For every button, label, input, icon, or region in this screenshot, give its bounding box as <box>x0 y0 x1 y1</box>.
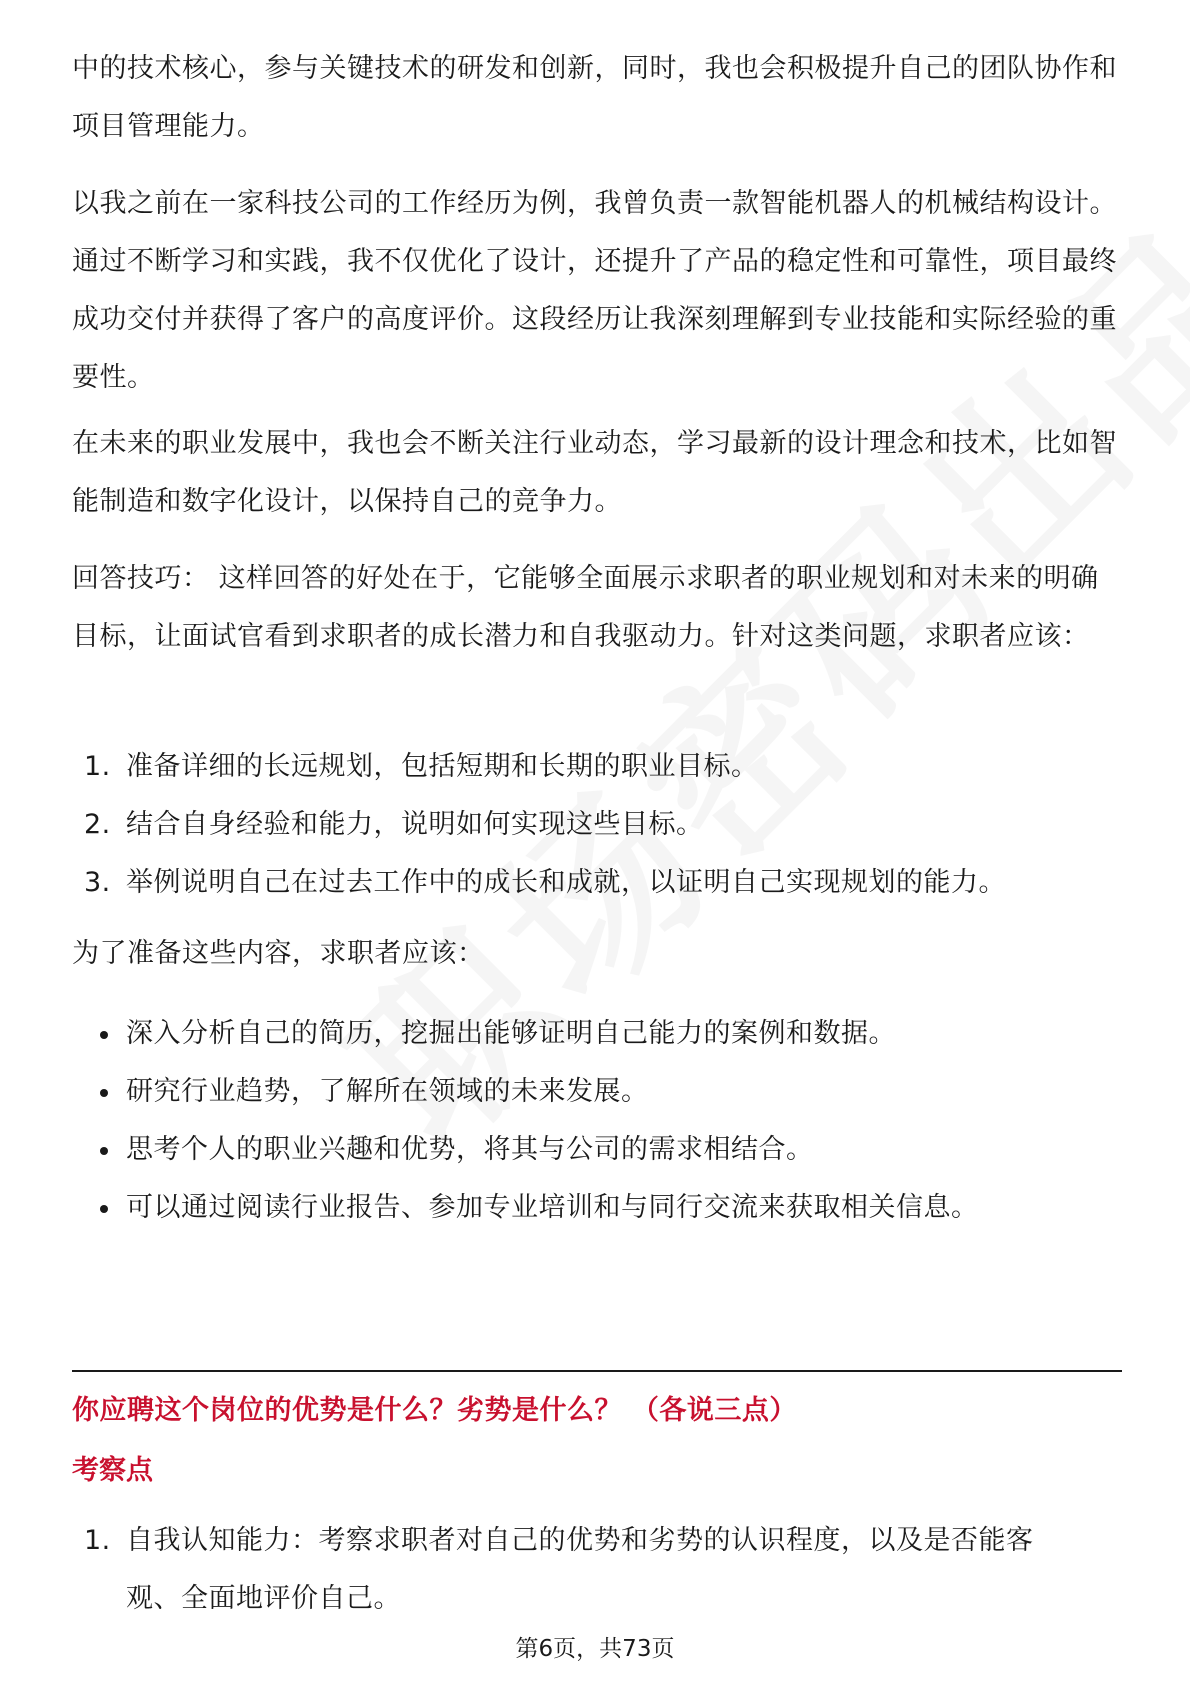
list-marker: 2. <box>84 809 111 840</box>
paragraph-3: 在未来的职业发展中，我也会不断关注行业动态，学习最新的设计理念和技术，比如智能制造和数字化设计，以保持自己的竞争力。 <box>72 428 1117 517</box>
list-marker: 3. <box>84 867 111 898</box>
list-item <box>72 1005 1122 1063</box>
list-marker: 1. <box>84 751 111 782</box>
paragraph-2: 以我之前在一家科技公司的工作经历为例，我曾负责一款智能机器人的机械结构设计。通过不断学习和实践，我不仅优化了设计，还提升了产品的稳定性和可靠性，项目最终成功交付并获得了客户的高度评价。这段经历让我深刻理解到专业技能和实际经验的重要性。 <box>72 188 1117 393</box>
list-item-text: 研究行业趋势，了解所在领域的未来发展。 <box>126 1076 649 1107</box>
list-item-text: 准备详细的长远规划，包括短期和长期的职业目标。 <box>126 751 759 782</box>
list-item <box>72 738 1122 796</box>
list-item-text: 思考个人的职业兴趣和优势，将其与公司的需求相结合。 <box>126 1134 814 1165</box>
bullet-dot <box>100 1205 108 1213</box>
assessment-points-list <box>72 1512 1072 1628</box>
bullet-list <box>72 1005 1122 1237</box>
question-heading: 你应聘这个岗位的优势是什么？劣势是什么？ （各说三点） <box>72 1395 797 1426</box>
list-item-text: 自我认知能力：考察求职者对自己的优势和劣势的认识程度，以及是否能客观、全面地评价自己。 <box>126 1525 1034 1614</box>
list-item <box>72 854 1122 912</box>
list-item <box>72 1121 1122 1179</box>
paragraph-answer-tip: 回答技巧： 这样回答的好处在于，它能够全面展示求职者的职业规划和对未来的明确目标，让面试官看到求职者的成长潜力和自我驱动力。针对这类问题，求职者应该： <box>72 563 1099 652</box>
page-footer: 第6页，共73页 <box>515 1636 675 1662</box>
list-item <box>72 796 1122 854</box>
list-item <box>72 1512 1072 1628</box>
prep-intro: 为了准备这些内容，求职者应该： <box>72 938 485 969</box>
ordered-list-tips <box>72 738 1122 912</box>
list-item-text: 举例说明自己在过去工作中的成长和成就，以证明自己实现规划的能力。 <box>126 867 1006 898</box>
subhead-assessment-points: 考察点 <box>72 1455 153 1486</box>
paragraph-1: 中的技术核心，参与关键技术的研发和创新，同时，我也会积极提升自己的团队协作和项目管理能力。 <box>72 53 1117 142</box>
bullet-dot <box>100 1147 108 1155</box>
list-item <box>72 1179 1122 1237</box>
list-item <box>72 1063 1122 1121</box>
list-item-text: 深入分析自己的简历，挖掘出能够证明自己能力的案例和数据。 <box>126 1018 896 1049</box>
bullet-dot <box>100 1089 108 1097</box>
section-divider <box>72 1370 1122 1372</box>
list-item-text: 结合自身经验和能力，说明如何实现这些目标。 <box>126 809 704 840</box>
list-marker: 1. <box>84 1525 111 1556</box>
list-item-text: 可以通过阅读行业报告、参加专业培训和与同行交流来获取相关信息。 <box>126 1192 979 1223</box>
bullet-dot <box>100 1031 108 1039</box>
